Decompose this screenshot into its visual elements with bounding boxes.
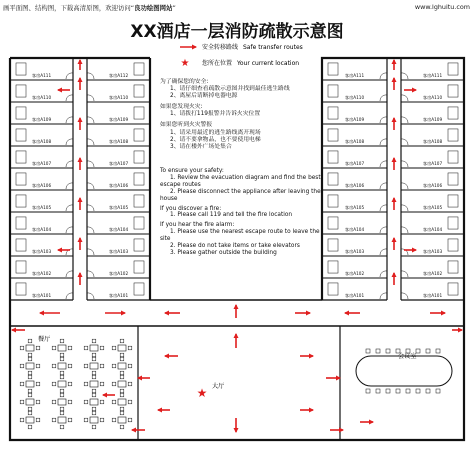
dining-table [84, 357, 104, 375]
room [401, 168, 464, 189]
room-label: 客房A110 [108, 95, 129, 100]
room [401, 146, 464, 167]
room-label: 客房A106 [108, 183, 129, 188]
room [10, 234, 73, 255]
room-label: 客房A102 [108, 271, 129, 276]
meeting-chair [396, 389, 400, 393]
hall-partitions [138, 326, 340, 440]
room [322, 256, 387, 277]
meeting-chair [366, 349, 370, 353]
room [401, 190, 464, 211]
dining-table [52, 375, 72, 393]
room-label: 客房A109 [344, 117, 365, 122]
room [401, 102, 464, 123]
dining-table [84, 411, 104, 429]
room-label: 客房A103 [31, 249, 52, 254]
room-label: 客房A107 [108, 161, 129, 166]
website-url[interactable]: www.lghuitu.com [414, 3, 470, 11]
room-label: 客房A110 [344, 95, 365, 100]
dining-table [84, 339, 104, 357]
room-label: 客房A108 [344, 139, 365, 144]
room-label: 客房A106 [31, 183, 52, 188]
room-label: 客房A107 [422, 161, 443, 166]
room-label: 客房A102 [31, 271, 52, 276]
room-label: 客房A102 [344, 271, 365, 276]
room [87, 102, 150, 123]
meeting-chair [416, 349, 420, 353]
room [401, 256, 464, 277]
room [401, 212, 464, 233]
room-label: 客房A104 [108, 227, 129, 232]
current-location-star-icon: ★ [196, 386, 208, 400]
meeting-chair [376, 349, 380, 353]
room [10, 102, 73, 123]
meeting-chair [406, 389, 410, 393]
room [10, 168, 73, 189]
room [87, 256, 150, 277]
room [10, 190, 73, 211]
room [87, 80, 150, 101]
dining-table [52, 357, 72, 375]
dining-table [20, 393, 40, 411]
room [322, 168, 387, 189]
room-label: 客房A103 [422, 249, 443, 254]
room-label: 客房A109 [108, 117, 129, 122]
room-label: 客房A108 [422, 139, 443, 144]
room-label: 客房A108 [31, 139, 52, 144]
room-label: 客房A107 [344, 161, 365, 166]
dining-table [20, 339, 40, 357]
meeting-chair [386, 389, 390, 393]
meeting-chair [436, 389, 440, 393]
room-label: 客房A103 [108, 249, 129, 254]
room-label: 客房A101 [108, 293, 129, 298]
dining-table [20, 411, 40, 429]
room [322, 190, 387, 211]
room-label: 客房A110 [422, 95, 443, 100]
room-label: 客房A111 [344, 73, 365, 78]
legend-route-cn: 安全转移路线 [202, 44, 239, 51]
meeting-chair [386, 349, 390, 353]
room-label: 客房A105 [344, 205, 365, 210]
dining-table [20, 375, 40, 393]
star-icon: ★ [180, 58, 190, 69]
dining-table [52, 393, 72, 411]
room [401, 58, 464, 79]
meeting-room-label: 会议室 [398, 353, 417, 360]
header-caption: 画平面图、结构图，下载高清原图，欢迎访问“良功绘图网站” [3, 4, 176, 12]
meeting-chair [426, 349, 430, 353]
room-label: 客房A112 [108, 73, 129, 78]
room [87, 278, 150, 299]
restaurant-label: 餐厅 [38, 336, 51, 343]
room [322, 102, 387, 123]
room [10, 146, 73, 167]
room [322, 278, 387, 299]
room [87, 168, 150, 189]
room [10, 212, 73, 233]
room-label: 客房A108 [108, 139, 129, 144]
room [87, 234, 150, 255]
room-label: 客房A104 [422, 227, 443, 232]
legend-here-en: Your current location [237, 60, 300, 67]
dining-table [52, 339, 72, 357]
room [87, 124, 150, 145]
dining-table [112, 393, 132, 411]
meeting-chair [376, 389, 380, 393]
dining-table [112, 375, 132, 393]
meeting-chair [366, 389, 370, 393]
room [87, 212, 150, 233]
room-label: 客房A104 [344, 227, 365, 232]
room-label: 客房A109 [422, 117, 443, 122]
room [10, 256, 73, 277]
room [10, 58, 73, 79]
dining-table [112, 357, 132, 375]
room [10, 124, 73, 145]
room-label: 客房A103 [344, 249, 365, 254]
legend [180, 43, 303, 69]
room-label: 客房A111 [31, 73, 52, 78]
room [322, 80, 387, 101]
room [401, 278, 464, 299]
meeting-chair [436, 349, 440, 353]
room-label: 客房A107 [31, 161, 52, 166]
dining-table [84, 393, 104, 411]
instructions-en: To ensure your safety: 1. Review the evacuation diagram and find the best escape routes 2. Please disconnect the appliance after leaving the house If you discover a fire: 1. Please call 119 and tell the fire location If you hear the fire alarm: 1. Please use the nearest escape route to leave the site 2. Please do not take items or take elevators 3. Please gather outside the building [160, 168, 321, 256]
room-label: 客房A102 [422, 271, 443, 276]
room [322, 146, 387, 167]
room-label: 客房A105 [108, 205, 129, 210]
dining-table [112, 339, 132, 357]
room-label: 客房A101 [31, 293, 52, 298]
room [87, 146, 150, 167]
room-label: 客房A104 [31, 227, 52, 232]
room-label: 客房A106 [344, 183, 365, 188]
room-label: 客房A101 [344, 293, 365, 298]
room-label: 客房A101 [422, 293, 443, 298]
dining-table [20, 357, 40, 375]
room-label: 客房A105 [422, 205, 443, 210]
room [87, 190, 150, 211]
meeting-chair [416, 389, 420, 393]
dining-table [52, 411, 72, 429]
room-label: 客房A109 [31, 117, 52, 122]
room [322, 234, 387, 255]
diagram-title: XX酒店一层消防疏散示意图 [130, 22, 344, 42]
room-label: 客房A110 [31, 95, 52, 100]
room-label: 客房A106 [422, 183, 443, 188]
legend-here-cn: 您所在位置 [202, 60, 233, 67]
dining-table [112, 411, 132, 429]
room [401, 124, 464, 145]
dining-table [84, 375, 104, 393]
room-label: 客房A105 [31, 205, 52, 210]
room-label: 客房A111 [422, 73, 443, 78]
lobby-label: 大厅 [212, 383, 225, 390]
room [322, 58, 387, 79]
restaurant-tables [20, 339, 132, 429]
room [322, 212, 387, 233]
room [87, 58, 150, 79]
legend-route-en: Safe transfer routes [243, 44, 303, 51]
room [322, 124, 387, 145]
room [10, 278, 73, 299]
meeting-chair [426, 389, 430, 393]
room [401, 234, 464, 255]
instructions-cn: 为了确保您的安全: 1、请仔细查看疏散示意图并找到最佳逃生路线 2、离屋后请断掉电器电源 如果您发现火灾: 1、请拨打119报警并告诉火灾位置 如果您听到火灾警报 1、请采用最近的逃生路线离开现场 2、请不要拿物品，也不要使用电梯 3、请在楼外广场处集合 [160, 79, 290, 150]
